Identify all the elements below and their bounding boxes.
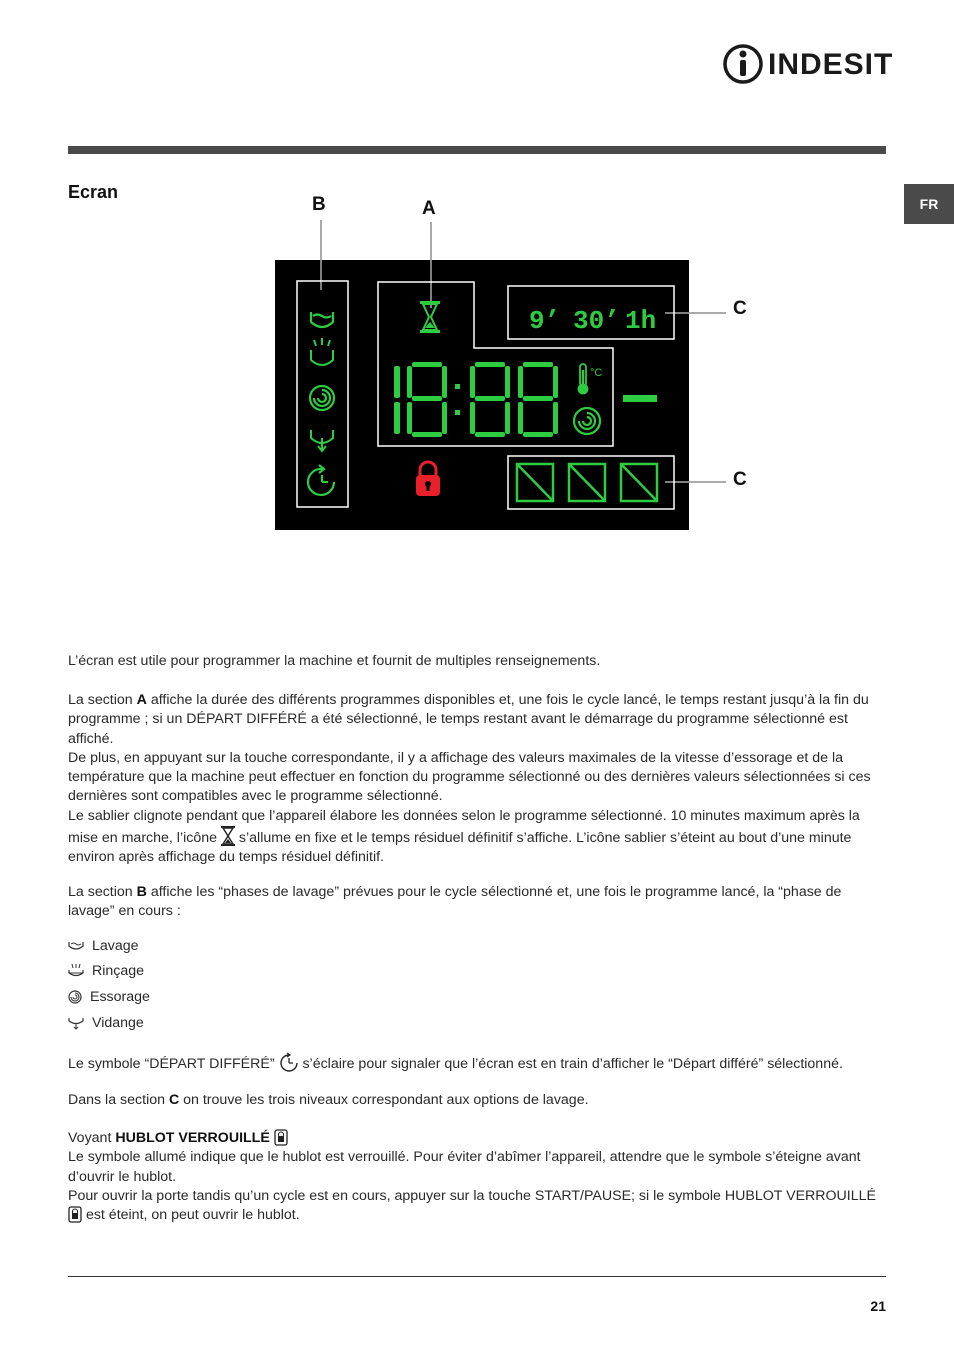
intro-paragraph: L’écran est utile pour programmer la machine et fournit de multiples renseignements. <box>68 653 601 669</box>
label-c-bottom: C <box>733 469 747 490</box>
footer-rule <box>68 1276 886 1277</box>
digit-display <box>394 362 558 437</box>
delay-start-icon <box>308 465 334 495</box>
brand-name: INDESIT <box>768 48 894 81</box>
phase-rinse: Rinçage <box>68 963 144 979</box>
phase-drain: Vidange <box>68 1015 144 1031</box>
delay-start-description: Le symbole “DÉPART DIFFÉRÉ” s’éclaire pour signaler que l’écran est en train d’afficher le “Départ différé” sélectionné. <box>68 1052 886 1074</box>
wash-inline-icon <box>68 940 84 952</box>
spin-phase-icon <box>310 386 334 410</box>
phase-wash: Lavage <box>68 938 139 954</box>
thermometer-icon <box>579 364 588 394</box>
display-panel <box>275 260 689 530</box>
duration-1h: 1h <box>625 306 657 336</box>
rinse-inline-icon <box>68 964 84 978</box>
section-a-description: La section A affiche la durée des différents programmes disponibles et, une fois le cycle lancé, le temps restant jusqu’à la fin du programme ; si un DÉPART DIFFÉRÉ a été sélectionné, le temps restant avant le démarrage du programme sélectionné est affiché. De plus, en appuyant sur la touche correspondante, il y a affichage des valeurs maximales de la vitesse d’essorage et de la température que la machine peut effectuer en fonction du programme sélectionné ou des dernières valeurs sélectionnées si ces dernières sont compatibles avec le programme sélectionné. Le sablier clignote pendant que l’appareil élabore les données selon le programme sélectionné. 10 minutes maximum après la mise en marche, l’icône s’allume en fixe et le temps résiduel définitif s’affiche. L’icône sablier s’éteint au bout d’une minute environ après affichage du temps résiduel définitif. <box>68 692 871 866</box>
temp-unit: °C <box>590 367 603 379</box>
spin-speed-icon <box>574 408 600 434</box>
language-tab: FR <box>904 184 954 224</box>
section-b-description: La section B affiche les “phases de lavage” prévues pour le cycle sélectionné et, une fois le programme lancé, la “phase de lavage” en cours : <box>68 884 842 920</box>
rinse-phase-icon <box>311 338 333 365</box>
door-lock-inline-icon-2 <box>68 1206 82 1223</box>
dash-segment <box>623 395 657 402</box>
section-title: Ecran <box>68 182 119 202</box>
option-level-icons <box>517 464 657 501</box>
door-lock-inline-icon <box>274 1129 288 1146</box>
page-number: 21 <box>870 1298 886 1314</box>
drain-phase-icon <box>311 430 333 451</box>
door-lock-icon <box>416 462 440 496</box>
duration-9: 9’ <box>529 306 561 336</box>
drain-inline-icon <box>68 1016 84 1030</box>
hourglass-icon <box>420 301 440 333</box>
label-c-top: C <box>733 298 747 319</box>
section-c-description: Dans la section C on trouve les trois niveaux correspondant aux options de lavage. <box>68 1092 589 1108</box>
phase-spin: Essorage <box>68 989 150 1005</box>
door-lock-description: Voyant HUBLOT VERROUILLÉ Le symbole allumé indique que le hublot est verrouillé. Pour éviter d’abîmer l’appareil, attendre que le symbole s’éteigne avant d’ouvrir le hublot. Pour ouvrir la porte tandis qu’un cycle est en cours, appuyer sur la touche START/PAUSE; si le symbole HUBLOT VERROUILLÉ est éteint, on peut ouvrir le hublot. <box>68 1130 876 1224</box>
label-a: A <box>422 198 436 219</box>
label-b: B <box>312 194 326 215</box>
spin-inline-icon <box>68 990 82 1004</box>
display-graphic <box>275 260 689 530</box>
hourglass-inline-icon <box>221 826 235 846</box>
wash-phase-icon <box>311 312 333 327</box>
duration-30: 30’ <box>573 306 620 336</box>
delay-start-inline-icon <box>279 1052 299 1072</box>
